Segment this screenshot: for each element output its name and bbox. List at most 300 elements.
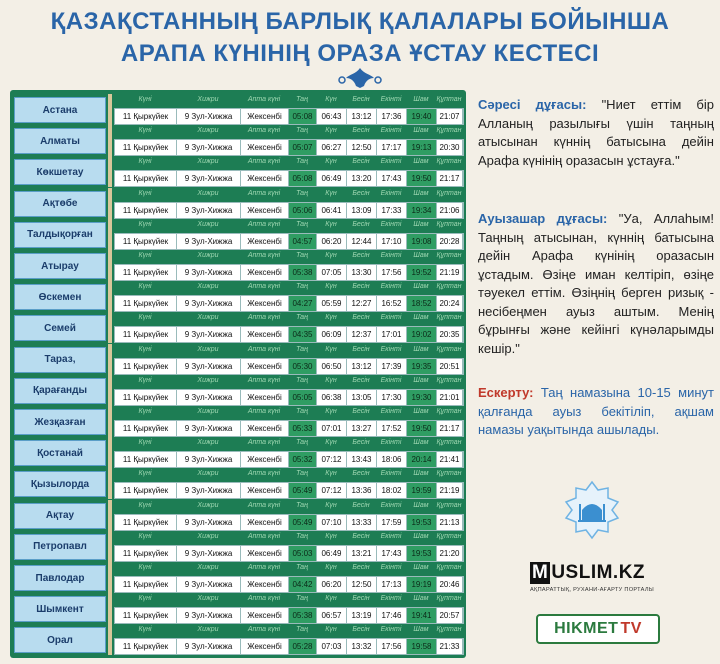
sham-time: 19:50	[407, 421, 437, 436]
column-header: Күні	[138, 345, 152, 353]
kun-time: 07:05	[317, 265, 347, 280]
weekday-cell: Жексенбі	[241, 140, 289, 155]
column-header: Құптан	[436, 345, 462, 353]
ekinti-time: 17:52	[377, 421, 407, 436]
hijri-cell: 9 Зул-Хижжа	[177, 359, 241, 374]
date-cell: 11 Қыркүйек	[115, 483, 177, 498]
column-header: Шам	[413, 158, 429, 166]
column-header: Күн	[325, 314, 337, 322]
besin-time: 13:43	[347, 452, 377, 467]
column-header: Күн	[325, 127, 337, 135]
kuptan-time: 21:07	[437, 109, 463, 124]
sham-time: 18:52	[407, 296, 437, 311]
column-header: Екінті	[380, 158, 402, 166]
column-header: Таң	[296, 220, 308, 228]
column-headers	[114, 500, 462, 514]
column-header: Екінті	[380, 345, 402, 353]
date-cell: 11 Қыркүйек	[115, 203, 177, 218]
column-header: Құптан	[436, 189, 462, 197]
kuptan-time: 21:19	[437, 483, 463, 498]
column-header: Күн	[325, 220, 337, 228]
column-header: Хижри	[197, 283, 219, 291]
column-divider	[108, 437, 112, 468]
city-name: Талдықорған	[14, 222, 106, 248]
column-header: Құптан	[436, 314, 462, 322]
hijri-cell: 9 Зул-Хижжа	[177, 203, 241, 218]
tan-time: 05:49	[289, 515, 317, 530]
column-header: Хижри	[197, 595, 219, 603]
tan-time: 05:08	[289, 109, 317, 124]
column-header: Таң	[296, 345, 308, 353]
city-name: Орал	[14, 627, 106, 653]
time-cells	[114, 420, 464, 437]
column-header: Шам	[413, 220, 429, 228]
column-divider	[108, 312, 112, 343]
column-header: Екінті	[380, 283, 402, 291]
tan-time: 05:49	[289, 483, 317, 498]
column-header: Құптан	[436, 158, 462, 166]
column-header: Бесін	[352, 439, 370, 447]
city-name: Семей	[14, 315, 106, 341]
time-cells	[114, 514, 464, 531]
column-header: Күн	[325, 158, 337, 166]
ekinti-time: 17:56	[377, 265, 407, 280]
column-header: Хижри	[197, 96, 219, 103]
sham-time: 19:41	[407, 608, 437, 623]
table-row	[10, 531, 466, 562]
column-divider	[108, 188, 112, 219]
column-header: Бесін	[352, 376, 370, 384]
sham-time: 19:53	[407, 515, 437, 530]
date-cell: 11 Қыркүйек	[115, 639, 177, 654]
weekday-cell: Жексенбі	[241, 608, 289, 623]
column-divider	[108, 156, 112, 187]
tan-time: 04:27	[289, 296, 317, 311]
column-header: Күн	[325, 501, 337, 509]
hikmet-logo-tv: TV	[620, 620, 642, 637]
tan-time: 05:38	[289, 265, 317, 280]
besin-time: 12:27	[347, 296, 377, 311]
date-cell: 11 Қыркүйек	[115, 359, 177, 374]
hijri-cell: 9 Зул-Хижжа	[177, 452, 241, 467]
column-divider	[108, 344, 112, 375]
table-row	[10, 437, 466, 468]
weekday-cell: Жексенбі	[241, 452, 289, 467]
column-divider	[108, 219, 112, 250]
column-header: Бесін	[352, 220, 370, 228]
column-header: Күн	[325, 96, 337, 103]
column-header: Құптан	[436, 376, 462, 384]
ekinti-time: 18:02	[377, 483, 407, 498]
column-header: Бесін	[352, 626, 370, 634]
column-header: Хижри	[197, 189, 219, 197]
column-headers	[114, 219, 462, 233]
time-cells	[114, 264, 464, 281]
sham-time: 19:08	[407, 234, 437, 249]
date-cell: 11 Қыркүйек	[115, 390, 177, 405]
column-header: Екінті	[380, 96, 402, 103]
column-header: Күні	[138, 96, 152, 103]
table-row	[10, 624, 466, 655]
column-header: Күні	[138, 595, 152, 603]
weekday-cell: Жексенбі	[241, 359, 289, 374]
besin-time: 13:09	[347, 203, 377, 218]
kuptan-time: 21:17	[437, 421, 463, 436]
time-cells	[114, 233, 464, 250]
time-cells	[114, 170, 464, 187]
besin-time: 12:50	[347, 577, 377, 592]
kun-time: 06:41	[317, 203, 347, 218]
city-name: Өскемен	[14, 284, 106, 310]
column-header: Таң	[296, 283, 308, 291]
time-cells	[114, 638, 464, 655]
column-header: Хижри	[197, 439, 219, 447]
kuptan-time: 21:20	[437, 546, 463, 561]
kuptan-time: 21:19	[437, 265, 463, 280]
besin-time: 13:05	[347, 390, 377, 405]
hijri-cell: 9 Зул-Хижжа	[177, 171, 241, 186]
column-headers	[114, 156, 462, 170]
column-header: Таң	[296, 252, 308, 259]
weekday-cell: Жексенбі	[241, 390, 289, 405]
sham-time: 19:02	[407, 327, 437, 342]
time-cells	[114, 295, 464, 312]
column-header: Екінті	[380, 470, 402, 478]
time-cells	[114, 358, 464, 375]
column-header: Таң	[296, 501, 308, 509]
column-header: Шам	[413, 439, 429, 447]
column-header: Шам	[413, 252, 429, 259]
tan-time: 05:07	[289, 140, 317, 155]
column-header: Апта күні	[247, 189, 281, 197]
column-header: Шам	[413, 626, 429, 634]
tan-time: 05:30	[289, 359, 317, 374]
column-header: Құптан	[436, 501, 462, 509]
sham-time: 19:40	[407, 109, 437, 124]
ekinti-time: 17:13	[377, 577, 407, 592]
column-header: Құптан	[436, 470, 462, 478]
hijri-cell: 9 Зул-Хижжа	[177, 515, 241, 530]
ekinti-time: 17:33	[377, 203, 407, 218]
city-name: Павлодар	[14, 565, 106, 591]
ekinti-time: 17:01	[377, 327, 407, 342]
column-header: Хижри	[197, 626, 219, 634]
tan-time: 05:32	[289, 452, 317, 467]
auyzashar-label: Ауызашар дұғасы:	[478, 211, 608, 226]
column-header: Құптан	[436, 439, 462, 447]
column-headers	[114, 125, 462, 139]
kuptan-time: 21:06	[437, 203, 463, 218]
kun-time: 06:27	[317, 140, 347, 155]
city-name: Көкшетау	[14, 159, 106, 185]
column-header: Таң	[296, 158, 308, 166]
weekday-cell: Жексенбі	[241, 265, 289, 280]
column-header: Апта күні	[247, 158, 281, 166]
ekinti-time: 17:56	[377, 639, 407, 654]
kun-time: 06:49	[317, 546, 347, 561]
ekinti-time: 17:39	[377, 359, 407, 374]
date-cell: 11 Қыркүйек	[115, 577, 177, 592]
title-line-2: АРАПА КҮНІНІҢ ОРАЗА ҰСТАУ КЕСТЕСІ	[120, 40, 600, 67]
weekday-cell: Жексенбі	[241, 327, 289, 342]
date-cell: 11 Қыркүйек	[115, 171, 177, 186]
ornament-icon	[336, 66, 384, 90]
weekday-cell: Жексенбі	[241, 515, 289, 530]
column-header: Күн	[325, 408, 337, 415]
sham-time: 19:58	[407, 639, 437, 654]
column-divider	[108, 250, 112, 281]
column-headers	[114, 468, 462, 482]
kuptan-time: 20:24	[437, 296, 463, 311]
tan-time: 05:28	[289, 639, 317, 654]
besin-time: 12:37	[347, 327, 377, 342]
column-header: Хижри	[197, 376, 219, 384]
column-header: Хижри	[197, 314, 219, 322]
table-row	[10, 312, 466, 343]
table-row	[10, 344, 466, 375]
column-header: Екінті	[380, 252, 402, 259]
column-header: Күні	[138, 408, 152, 415]
column-header: Таң	[296, 439, 308, 447]
column-header: Хижри	[197, 220, 219, 228]
column-header: Апта күні	[247, 595, 281, 603]
column-header: Апта күні	[247, 96, 281, 103]
column-header: Екінті	[380, 595, 402, 603]
column-header: Шам	[413, 283, 429, 291]
sham-time: 19:34	[407, 203, 437, 218]
column-header: Шам	[413, 189, 429, 197]
ekinti-time: 17:30	[377, 390, 407, 405]
column-header: Екінті	[380, 314, 402, 322]
sham-time: 20:14	[407, 452, 437, 467]
kun-time: 07:12	[317, 483, 347, 498]
hijri-cell: 9 Зул-Хижжа	[177, 296, 241, 311]
column-header: Таң	[296, 127, 308, 135]
table-row	[10, 593, 466, 624]
column-header: Құптан	[436, 127, 462, 135]
column-header: Шам	[413, 501, 429, 509]
date-cell: 11 Қыркүйек	[115, 608, 177, 623]
city-name: Шымкент	[14, 596, 106, 622]
kuptan-time: 20:28	[437, 234, 463, 249]
column-header: Екінті	[380, 532, 402, 540]
column-header: Хижри	[197, 127, 219, 135]
column-headers	[114, 344, 462, 358]
column-header: Апта күні	[247, 283, 281, 291]
column-header: Апта күні	[247, 470, 281, 478]
column-header: Таң	[296, 564, 308, 571]
column-header: Шам	[413, 595, 429, 603]
tan-time: 04:57	[289, 234, 317, 249]
column-header: Күні	[138, 314, 152, 322]
saresi-label: Сәресі дұғасы:	[478, 97, 587, 112]
kun-time: 06:38	[317, 390, 347, 405]
eskertu-text: Таң намазына 10-15 минут қалғанда ауыз бекітіліп, ақшам намазы уақытында ашылады.	[478, 385, 714, 437]
besin-time: 13:12	[347, 359, 377, 374]
column-divider	[108, 375, 112, 406]
city-name: Қостанай	[14, 440, 106, 466]
weekday-cell: Жексенбі	[241, 171, 289, 186]
date-cell: 11 Қыркүйек	[115, 327, 177, 342]
column-header: Апта күні	[247, 408, 281, 415]
eskertu-label: Ескерту:	[478, 385, 534, 400]
weekday-cell: Жексенбі	[241, 639, 289, 654]
column-header: Апта күні	[247, 345, 281, 353]
column-header: Күні	[138, 252, 152, 259]
sham-time: 19:59	[407, 483, 437, 498]
saresi-prayer	[478, 96, 714, 170]
time-cells	[114, 389, 464, 406]
column-headers	[114, 94, 462, 108]
column-header: Құптан	[436, 220, 462, 228]
column-header: Күн	[325, 252, 337, 259]
column-header: Таң	[296, 189, 308, 197]
date-cell: 11 Қыркүйек	[115, 452, 177, 467]
besin-time: 13:33	[347, 515, 377, 530]
column-header: Бесін	[352, 501, 370, 509]
column-header: Екінті	[380, 501, 402, 509]
hikmet-logo-text: HIKMET	[554, 620, 619, 637]
time-cells	[114, 451, 464, 468]
prayer-schedule-table	[10, 90, 466, 658]
column-headers	[114, 593, 462, 607]
column-divider	[108, 125, 112, 156]
column-header: Таң	[296, 376, 308, 384]
date-cell: 11 Қыркүйек	[115, 109, 177, 124]
sham-time: 19:30	[407, 390, 437, 405]
column-header: Хижри	[197, 408, 219, 415]
sham-time: 19:52	[407, 265, 437, 280]
muslim-logo-m: M	[532, 562, 549, 583]
column-header: Бесін	[352, 532, 370, 540]
column-header: Бесін	[352, 470, 370, 478]
ekinti-time: 17:36	[377, 109, 407, 124]
column-header: Бесін	[352, 408, 370, 415]
time-cells	[114, 576, 464, 593]
column-header: Хижри	[197, 252, 219, 259]
date-cell: 11 Қыркүйек	[115, 265, 177, 280]
table-row	[10, 468, 466, 499]
tan-time: 05:08	[289, 171, 317, 186]
hijri-cell: 9 Зул-Хижжа	[177, 577, 241, 592]
column-divider	[108, 406, 112, 437]
kun-time: 06:50	[317, 359, 347, 374]
table-row	[10, 125, 466, 156]
column-headers	[114, 562, 462, 576]
column-headers	[114, 624, 462, 638]
date-cell: 11 Қыркүйек	[115, 546, 177, 561]
auyzashar-prayer	[478, 210, 714, 358]
column-headers	[114, 375, 462, 389]
hijri-cell: 9 Зул-Хижжа	[177, 140, 241, 155]
weekday-cell: Жексенбі	[241, 421, 289, 436]
ekinti-time: 17:46	[377, 608, 407, 623]
besin-time: 13:27	[347, 421, 377, 436]
column-header: Күні	[138, 439, 152, 447]
column-header: Екінті	[380, 408, 402, 415]
column-header: Күні	[138, 283, 152, 291]
table-row	[10, 406, 466, 437]
column-header: Күні	[138, 220, 152, 228]
column-header: Күн	[325, 189, 337, 197]
column-header: Бесін	[352, 345, 370, 353]
column-header: Таң	[296, 470, 308, 478]
column-header: Апта күні	[247, 626, 281, 634]
besin-time: 13:36	[347, 483, 377, 498]
table-row	[10, 500, 466, 531]
tan-time: 05:05	[289, 390, 317, 405]
column-header: Шам	[413, 376, 429, 384]
saresi-text: "Ниет еттім бір Алланың разылығы үшін таңның атысынан күннің батысына дейін Арафа күнінің оразасын ұстауға."	[478, 97, 714, 168]
column-header: Құптан	[436, 96, 462, 103]
kun-time: 07:01	[317, 421, 347, 436]
hijri-cell: 9 Зул-Хижжа	[177, 265, 241, 280]
column-header: Шам	[413, 96, 429, 103]
column-header: Күні	[138, 376, 152, 384]
column-header: Бесін	[352, 252, 370, 259]
kuptan-time: 20:51	[437, 359, 463, 374]
kuptan-time: 20:46	[437, 577, 463, 592]
table-row	[10, 562, 466, 593]
city-name: Қарағанды	[14, 378, 106, 404]
kuptan-time: 20:30	[437, 140, 463, 155]
city-name: Алматы	[14, 128, 106, 154]
column-header: Таң	[296, 314, 308, 322]
column-divider	[108, 531, 112, 562]
date-cell: 11 Қыркүйек	[115, 140, 177, 155]
column-header: Таң	[296, 532, 308, 540]
date-cell: 11 Қыркүйек	[115, 515, 177, 530]
hijri-cell: 9 Зул-Хижжа	[177, 421, 241, 436]
hijri-cell: 9 Зул-Хижжа	[177, 390, 241, 405]
column-divider	[108, 500, 112, 531]
city-name: Ақтөбе	[14, 191, 106, 217]
hijri-cell: 9 Зул-Хижжа	[177, 608, 241, 623]
besin-time: 13:19	[347, 608, 377, 623]
column-header: Құптан	[436, 532, 462, 540]
column-header: Құптан	[436, 564, 462, 571]
column-header: Күні	[138, 127, 152, 135]
hijri-cell: 9 Зул-Хижжа	[177, 639, 241, 654]
besin-time: 13:21	[347, 546, 377, 561]
column-header: Бесін	[352, 189, 370, 197]
column-header: Хижри	[197, 532, 219, 540]
hikmet-tv-logo	[536, 614, 660, 644]
eskertu-note	[478, 384, 714, 440]
weekday-cell: Жексенбі	[241, 483, 289, 498]
column-header: Бесін	[352, 564, 370, 571]
kun-time: 06:20	[317, 577, 347, 592]
table-row	[10, 188, 466, 219]
column-header: Құптан	[436, 283, 462, 291]
column-header: Құптан	[436, 626, 462, 634]
column-header: Күн	[325, 376, 337, 384]
mosque-emblem-icon	[562, 480, 622, 540]
column-headers	[114, 188, 462, 202]
column-header: Бесін	[352, 595, 370, 603]
kun-time: 06:49	[317, 171, 347, 186]
column-header: Апта күні	[247, 314, 281, 322]
hijri-cell: 9 Зул-Хижжа	[177, 546, 241, 561]
tan-time: 05:38	[289, 608, 317, 623]
muslim-kz-logo	[530, 562, 658, 598]
column-header: Апта күні	[247, 564, 281, 571]
weekday-cell: Жексенбі	[241, 234, 289, 249]
column-header: Күн	[325, 564, 337, 571]
muslim-logo-subtitle: АҚПАРАТТЫҚ, РУХАНИ-АҒАРТУ ПОРТАЛЫ	[530, 587, 655, 593]
title-line-1: ҚАЗАҚСТАННЫҢ БАРЛЫҚ ҚАЛАЛАРЫ БОЙЫНША	[50, 8, 670, 35]
weekday-cell: Жексенбі	[241, 296, 289, 311]
